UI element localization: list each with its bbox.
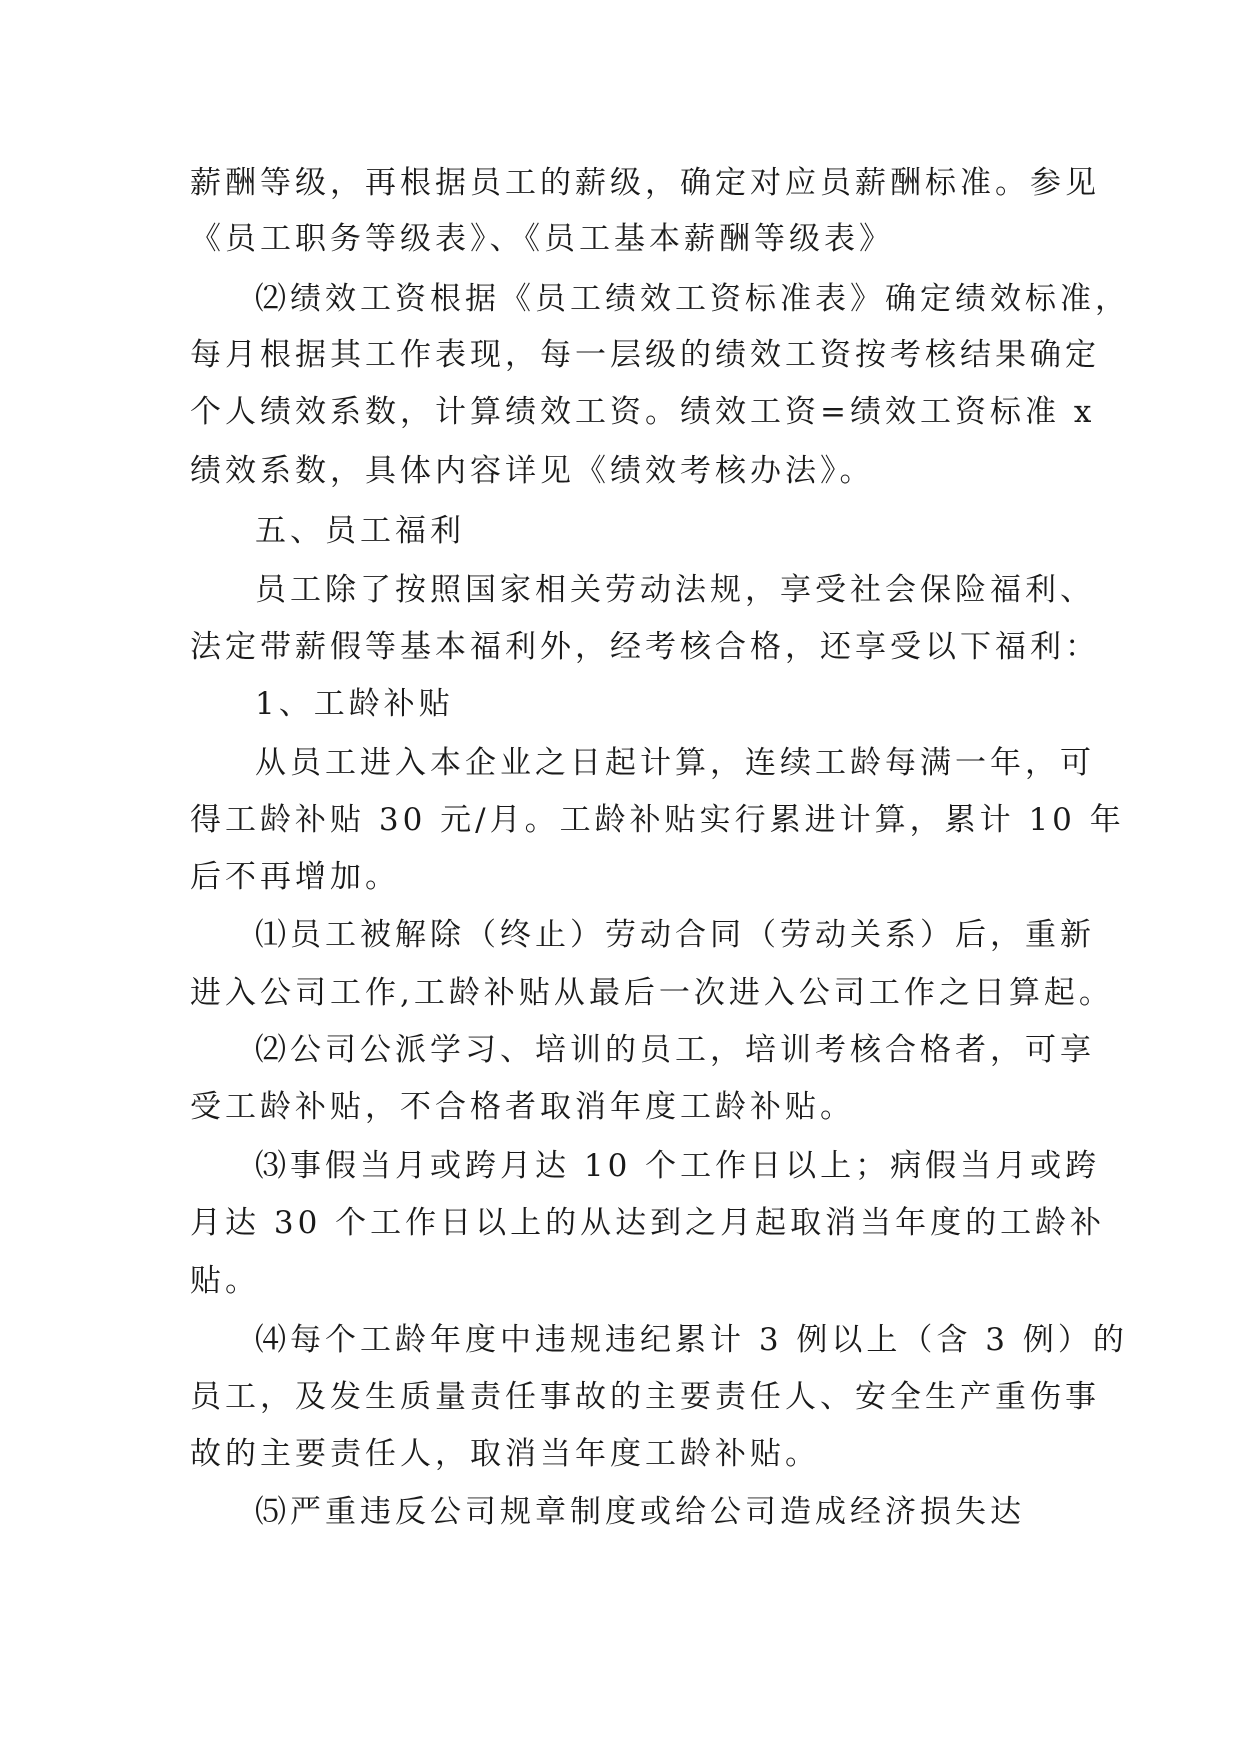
text-line: 受工龄补贴，不合格者取消年度工龄补贴。 — [190, 1089, 855, 1125]
text-line: 绩效系数，具体内容详见《绩效考核办法》。 — [190, 453, 875, 489]
section-heading: 五、员工福利 — [255, 513, 465, 549]
subsection-heading: 1、工龄补贴 — [255, 686, 454, 722]
text-line: ⑶事假当月或跨月达 10 个工作日以上；病假当月或跨 — [255, 1148, 1101, 1184]
text-line: ⑵公司公派学习、培训的员工，培训考核合格者，可享 — [255, 1032, 1095, 1068]
text-line: 从员工进入本企业之日起计算，连续工龄每满一年，可 — [255, 745, 1095, 781]
text-line: 员工除了按照国家相关劳动法规，享受社会保险福利、 — [255, 572, 1095, 608]
text-line: 后不再增加。 — [190, 859, 400, 895]
text-line: 员工，及发生质量责任事故的主要责任人、安全生产重伤事 — [190, 1379, 1100, 1415]
text-line: ⑴员工被解除（终止）劳动合同（劳动关系）后，重新 — [255, 917, 1095, 953]
text-line: 每月根据其工作表现，每一层级的绩效工资按考核结果确定 — [190, 337, 1100, 373]
text-line: 贴。 — [190, 1263, 260, 1299]
text-line: 《员工职务等级表》、《员工基本薪酬等级表》 — [190, 221, 894, 257]
text-line: 故的主要责任人，取消当年度工龄补贴。 — [190, 1436, 820, 1472]
text-line: ⑸严重违反公司规章制度或给公司造成经济损失达 — [255, 1494, 1025, 1530]
text-line: 法定带薪假等基本福利外，经考核合格，还享受以下福利： — [190, 629, 1100, 665]
text-line: 薪酬等级，再根据员工的薪级，确定对应员薪酬标准。参见 — [190, 165, 1100, 201]
text-line: ⑵绩效工资根据《员工绩效工资标准表》确定绩效标准， — [255, 281, 1130, 317]
text-line: 得工龄补贴 30 元/月。工龄补贴实行累进计算，累计 10 年 — [190, 802, 1125, 838]
text-line: 月达 30 个工作日以上的从达到之月起取消当年度的工龄补 — [190, 1205, 1106, 1241]
text-line: ⑷每个工龄年度中违规违纪累计 3 例以上（含 3 例）的 — [255, 1322, 1128, 1358]
text-line: 进入公司工作,工龄补贴从最后一次进入公司工作之日算起。 — [190, 975, 1114, 1011]
text-line: 个人绩效系数，计算绩效工资。绩效工资=绩效工资标准 x — [190, 394, 1096, 430]
